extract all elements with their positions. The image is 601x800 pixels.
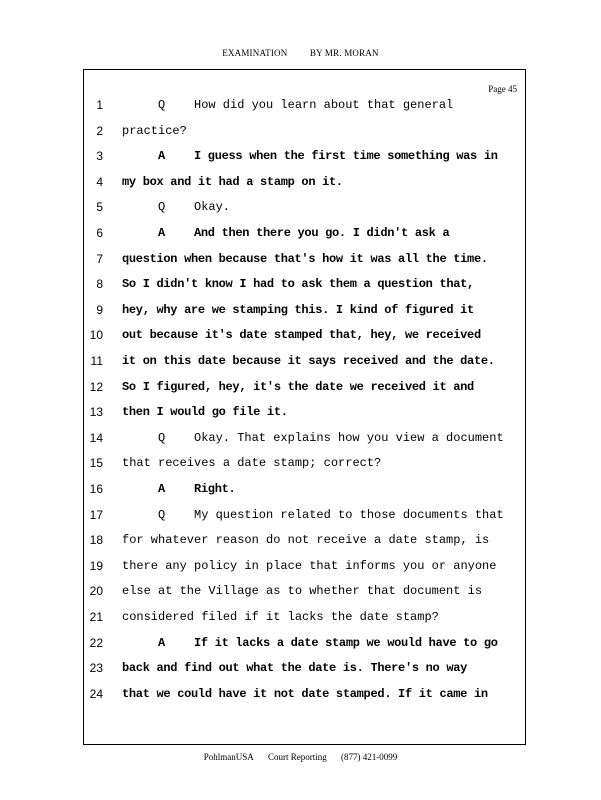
line-text	[122, 149, 522, 163]
line-number: 8	[96, 277, 103, 292]
transcript-line	[0, 533, 601, 559]
line-number: 10	[89, 328, 103, 343]
line-number: 7	[96, 251, 103, 266]
header-examination: EXAMINATION	[222, 48, 288, 58]
line-number: 9	[96, 302, 103, 317]
line-number: 21	[89, 610, 103, 624]
line-text	[122, 431, 522, 445]
line-text	[122, 354, 522, 368]
line-text	[122, 380, 522, 394]
line-number: 15	[89, 456, 103, 471]
line-content: Okay.	[194, 200, 231, 215]
line-content: I guess when the first time something was in	[194, 149, 498, 164]
line-content: then I would go file it.	[122, 405, 288, 420]
transcript-line	[0, 482, 601, 508]
answer-marker: A	[158, 482, 165, 496]
footer-service: Court Reporting	[268, 752, 327, 762]
transcript-line	[0, 661, 601, 687]
line-number: 23	[89, 661, 103, 676]
transcript-line	[0, 98, 601, 124]
answer-marker: A	[158, 226, 165, 240]
transcript-line	[0, 405, 601, 431]
line-text	[122, 226, 522, 240]
line-content: So I figured, hey, it's the date we received it and	[122, 379, 474, 394]
transcript-line	[0, 636, 601, 662]
line-number: 12	[89, 379, 103, 394]
transcript-line	[0, 328, 601, 354]
line-text	[122, 610, 522, 624]
line-content: it on this date because it says received and the date.	[122, 354, 495, 368]
line-content: And then there you go. I didn't ask a	[194, 226, 450, 240]
line-number: 1	[96, 98, 103, 112]
line-text	[122, 277, 522, 291]
transcript-line	[0, 508, 601, 534]
page-header	[0, 48, 601, 58]
line-number: 6	[96, 226, 103, 240]
transcript-line	[0, 124, 601, 150]
transcript-line	[0, 456, 601, 482]
line-text	[122, 252, 522, 266]
line-content: hey, why are we stamping this. I kind of figured it	[122, 302, 474, 317]
transcript-line	[0, 584, 601, 610]
line-number: 3	[96, 149, 103, 164]
transcript-line	[0, 687, 601, 713]
transcript-line	[0, 610, 601, 636]
line-text	[122, 533, 522, 547]
transcript-line	[0, 559, 601, 585]
line-number: 19	[89, 558, 103, 573]
line-content: there any policy in place that informs you or anyone	[122, 558, 497, 573]
line-text	[122, 687, 522, 701]
line-text	[122, 456, 522, 470]
line-number: 24	[89, 686, 103, 701]
line-content: else at the Village as to whether that document is	[122, 584, 483, 599]
line-number: 20	[89, 584, 103, 599]
line-content: considered filed if it lacks the date stamp?	[122, 610, 439, 624]
line-text	[122, 200, 522, 214]
transcript-line	[0, 175, 601, 201]
line-text	[122, 482, 522, 496]
transcript-line	[0, 303, 601, 329]
question-marker: Q	[158, 430, 166, 445]
line-content: So I didn't know I had to ask them a question that,	[122, 277, 474, 292]
line-text	[122, 661, 522, 675]
line-number: 11	[90, 354, 103, 368]
line-content: back and find out what the date is. There's no way	[122, 661, 468, 676]
line-number: 22	[89, 635, 103, 650]
footer-phone: (877) 421-0099	[341, 752, 398, 762]
line-content: practice?	[122, 123, 187, 138]
line-number: 16	[89, 482, 103, 496]
line-content: How did you learn about that general	[194, 98, 454, 112]
line-number: 17	[89, 507, 103, 522]
line-number: 5	[96, 200, 103, 215]
line-text	[122, 405, 522, 419]
line-text	[122, 584, 522, 598]
line-text	[122, 559, 522, 573]
line-number: 4	[96, 174, 103, 189]
line-text	[122, 636, 522, 650]
line-content: out because it's date stamped that, hey, we received	[122, 328, 481, 343]
line-content: my box and it had a stamp on it.	[122, 174, 343, 189]
transcript-line	[0, 149, 601, 175]
line-number: 18	[89, 533, 103, 548]
line-text	[122, 303, 522, 317]
line-text	[122, 175, 522, 189]
line-content: If it lacks a date stamp we would have to go	[194, 635, 498, 650]
line-content: for whatever reason do not receive a date stamp, is	[122, 533, 490, 548]
line-number: 13	[89, 405, 103, 420]
page-footer	[0, 752, 601, 762]
transcript-line	[0, 431, 601, 457]
transcript-line	[0, 252, 601, 278]
line-text	[122, 328, 522, 342]
question-marker: Q	[158, 507, 166, 522]
line-text	[122, 98, 522, 112]
line-content: Right.	[194, 482, 236, 496]
line-content: that receives a date stamp; correct?	[122, 456, 382, 471]
line-content: My question related to those documents that	[194, 507, 504, 522]
line-text	[122, 508, 522, 522]
question-marker: Q	[158, 98, 166, 112]
answer-marker: A	[158, 635, 165, 650]
line-number: 2	[96, 123, 103, 138]
transcript-line	[0, 277, 601, 303]
question-marker: Q	[158, 200, 166, 215]
line-number: 14	[89, 430, 103, 445]
transcript-line	[0, 354, 601, 380]
line-content: that we could have it not date stamped. If it came in	[122, 686, 488, 701]
footer-company: PohlmanUSA	[203, 752, 254, 762]
page-number: Page 45	[488, 84, 517, 94]
line-text	[122, 124, 522, 138]
transcript-line	[0, 380, 601, 406]
answer-marker: A	[158, 149, 165, 164]
transcript-line	[0, 200, 601, 226]
line-content: Okay. That explains how you view a document	[194, 430, 504, 445]
transcript-line	[0, 226, 601, 252]
line-content: question when because that's how it was all the time.	[122, 251, 488, 266]
header-examiner: BY MR. MORAN	[309, 48, 379, 58]
